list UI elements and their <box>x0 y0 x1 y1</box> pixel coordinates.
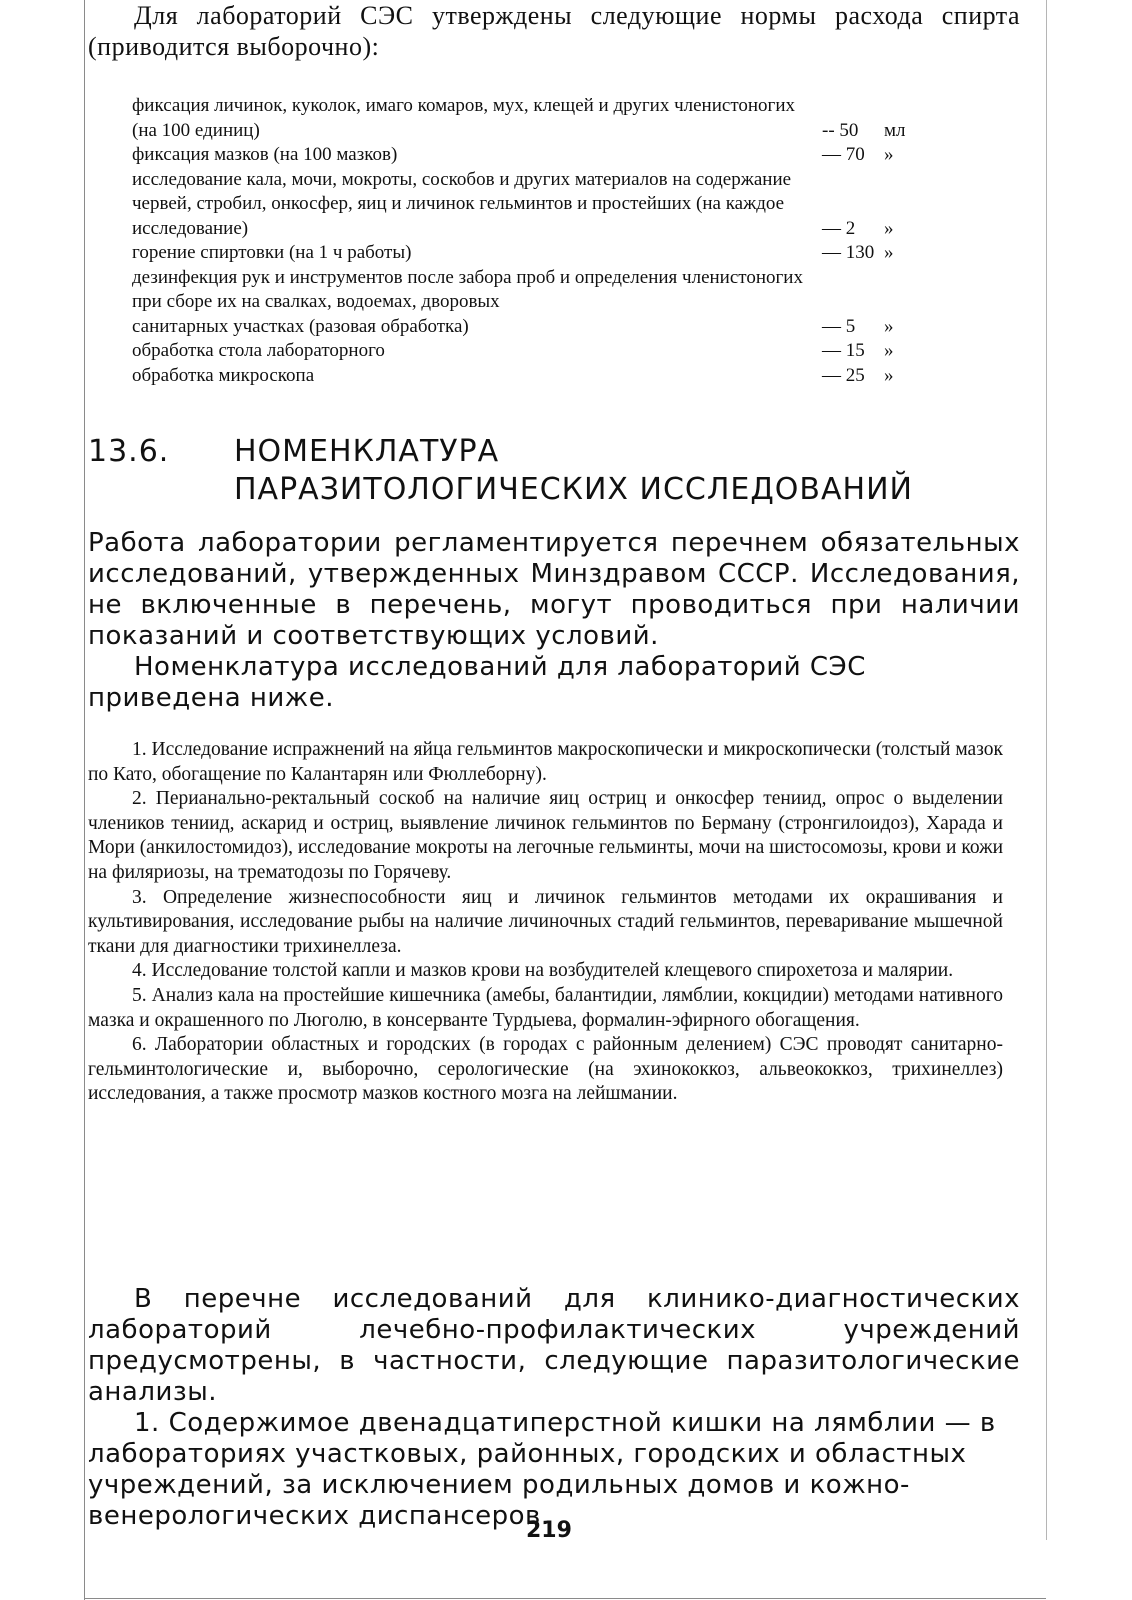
norm-text: санитарных участках (разовая обработка) <box>132 315 469 337</box>
section-title-line2: ПАРАЗИТОЛОГИЧЕСКИХ ИССЛЕДОВАНИЙ <box>234 472 913 507</box>
norm-value: — 15 <box>822 340 865 361</box>
norm-text: горение спиртовки (на 1 ч работы) <box>132 242 412 263</box>
norm-row <box>132 168 960 242</box>
norm-unit: » <box>884 242 894 263</box>
norm-text: фиксация мазков (на 100 мазков) <box>132 144 398 165</box>
norm-value: — 25 <box>822 364 865 386</box>
list-item: 1. Исследование испражнений на яйца гельминтов макроскопически и микроскопически (толстый мазок по Като, обогащение по Калантарян или Фюллеборну). <box>88 739 1003 785</box>
research-list <box>88 738 1003 1107</box>
intro-paragraph <box>88 0 1020 62</box>
norm-unit: » <box>884 217 894 239</box>
norm-unit: » <box>884 144 894 165</box>
norm-unit: мл <box>884 119 906 141</box>
norm-value: — 70 <box>822 144 865 165</box>
paragraph-duodenal: 1. Содержимое двенадцатиперстной кишки на лямблии — в лабораториях участковых, районных, городских и областных учреждений, за исключением родильных домов и кожно-венерологических диспансеров. <box>88 1408 996 1531</box>
list-item: 4. Исследование толстой капли и мазков крови на возбудителей клещевого спирохетоза и малярии. <box>132 960 954 982</box>
list-item: 6. Лаборатории областных и городских (в городах с районным делением) СЭС проводят санитарно-гельминтологические и, выборочно, серологические (на эхинококкоз, альвеококкоз, трихинеллез) исследования, а также просмотр мазков костного мозга на лейшмании. <box>88 1034 1003 1105</box>
norm-row <box>132 143 960 168</box>
paragraph-clinical: В перечне исследований для клинико-диагностических лабораторий лечебно-профилактических учреждений предусмотрены, в частности, следующие паразитологические анализы. <box>88 1284 1020 1407</box>
norm-value: — 130 <box>822 242 875 263</box>
section-number: 13.6. <box>88 434 170 469</box>
norm-text: обработка стола лабораторного <box>132 340 385 361</box>
norm-row <box>132 364 960 389</box>
list-item: 5. Анализ кала на простейшие кишечника (амебы, балантидии, лямблии, кокцидии) методами нативного мазка и окрашенного по Люголю, в консерванте Турдыева, формалин-эфирного обогащения. <box>88 984 1003 1031</box>
norm-row <box>132 266 960 315</box>
norm-text: фиксация личинок, куколок, имаго комаров, мух, клещей и других членистоногих (на 100 единиц) <box>132 95 796 141</box>
norm-value: — 5 <box>822 315 856 337</box>
paragraph-nomenclature: Номенклатура исследований для лабораторий СЭС приведена ниже. <box>88 652 866 713</box>
norm-value: -- 50 <box>822 119 859 141</box>
norm-text: обработка микроскопа <box>132 364 315 386</box>
paragraph-regulation: Работа лаборатории регламентируется перечнем обязательных исследований, утвержденных Минздравом СССР. Исследования, не включенные в перечень, могут проводиться при наличии показаний и соответствующих условий. <box>88 528 1020 651</box>
page-number: 219 <box>526 1518 572 1543</box>
norm-unit: » <box>884 364 894 386</box>
page-right-edge <box>1046 0 1047 1540</box>
norm-row <box>132 339 960 364</box>
norm-text: дезинфекция рук и инструментов после забора проб и определения членистоногих при сборе их на свалках, водоемах, дворовых <box>132 266 803 312</box>
norm-unit: » <box>884 315 894 337</box>
norm-row <box>132 315 960 340</box>
norm-row <box>132 241 960 266</box>
norm-row <box>132 94 960 143</box>
norm-text: исследование кала, мочи, мокроты, соскобов и других материалов на содержание червей, стробил, онкосфер, яиц и личинок гельминтов и простейших (на каждое исследование) <box>132 168 792 239</box>
section-title-line1: НОМЕНКЛАТУРА <box>234 434 500 469</box>
clinical-section <box>88 1284 1020 1532</box>
intro-text: Для лабораторий СЭС утверждены следующие нормы расхода спирта (приводится выборочно): <box>88 1 1020 61</box>
norm-unit: » <box>884 340 894 361</box>
list-item: 3. Определение жизнеспособности яиц и личинок гельминтов методами их окрашивания и культивирования, исследование рыбы на наличие личиночных стадий гельминтов, переваривание мышечной ткани для диагностики трихинеллеза. <box>88 886 1003 957</box>
norm-value: — 2 <box>822 217 856 239</box>
page-bottom-edge <box>84 1598 1046 1599</box>
list-item: 2. Перианально-ректальный соскоб на наличие яиц остриц и онкосфер тениид, опрос о выделении члеников тениид, аскарид и остриц, выявление личинок гельминтов по Берману (стронгилоидоз), Харада и Мори (анкилостомидоз), исследование мокроты на легочные гельминты, мочи на шистосомозы, крови и кожи на филяриозы, на трематодозы по Горячеву. <box>88 788 1003 883</box>
section-intro <box>88 528 1020 714</box>
alcohol-norms-list <box>132 94 960 388</box>
